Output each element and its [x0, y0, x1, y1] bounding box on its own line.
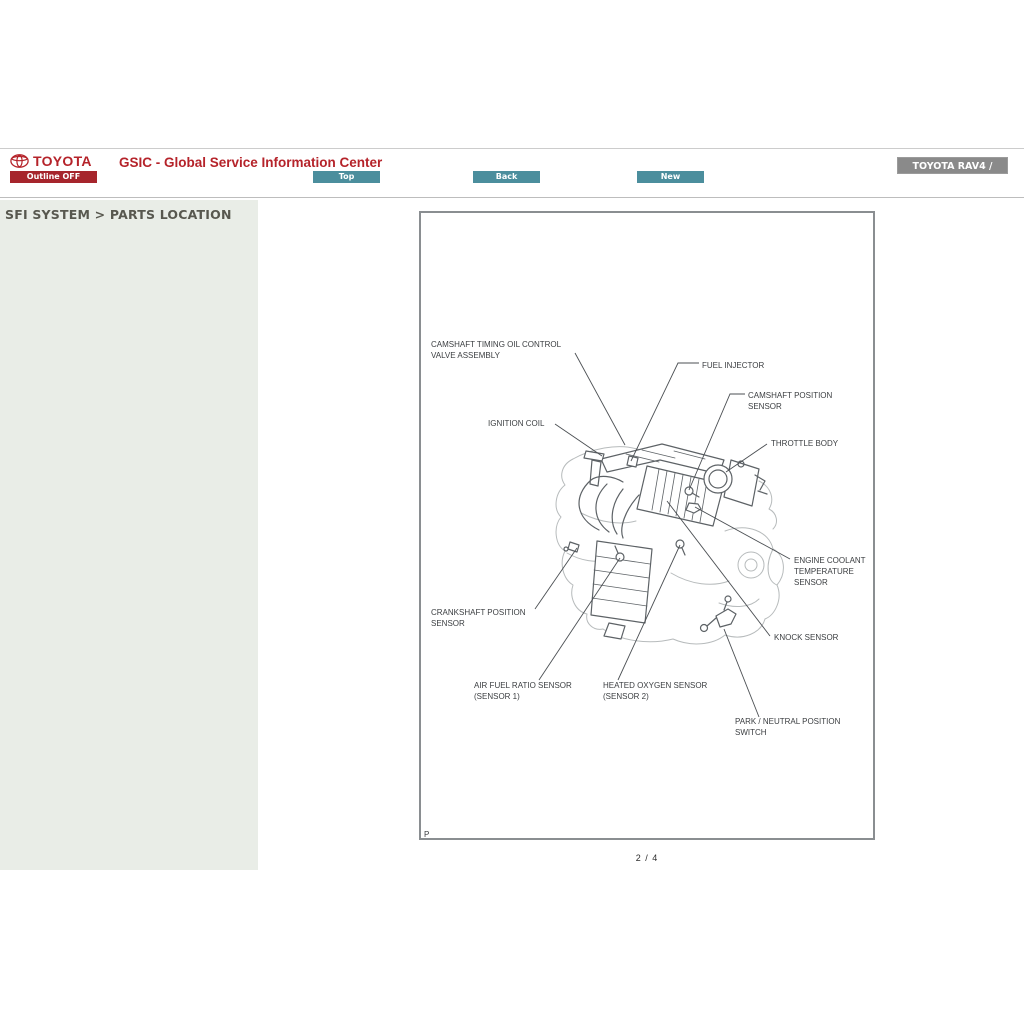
page-indicator: 2 / 4	[635, 853, 659, 863]
leader-line-ignition-coil	[555, 424, 602, 456]
back-button[interactable]: Back	[473, 171, 540, 183]
diagram-label-heated-oxygen-sensor: HEATED OXYGEN SENSOR (SENSOR 2)	[603, 681, 708, 701]
new-button[interactable]: New	[637, 171, 704, 183]
diagram-label-throttle-body: THROTTLE BODY	[771, 439, 839, 448]
top-button[interactable]: Top	[313, 171, 380, 183]
diagram-label-park-neutral-position-switch: PARK / NEUTRAL POSITION SWITCH	[735, 717, 841, 737]
diagram-label-crankshaft-position-sensor: CRANKSHAFT POSITION SENSOR	[431, 608, 526, 628]
diagram-label-camshaft-timing-oil-control-valve-assembly: CAMSHAFT TIMING OIL CONTROL VALVE ASSEMBLY	[431, 340, 562, 360]
outline-toggle-button[interactable]: Outline OFF	[10, 171, 97, 183]
leader-line-air-fuel-ratio-sensor	[539, 558, 620, 680]
leader-line-camshaft-timing-oil-control-valve-assembly	[575, 353, 625, 445]
breadcrumb: SFI SYSTEM > PARTS LOCATION	[5, 207, 232, 222]
diagram-label-knock-sensor: KNOCK SENSOR	[774, 633, 839, 642]
leader-line-park-neutral-position-switch	[724, 629, 759, 717]
diagram-label-corner-mark: P	[424, 830, 430, 838]
diagram-label-air-fuel-ratio-sensor: AIR FUEL RATIO SENSOR (SENSOR 1)	[474, 681, 572, 701]
engine-illustration	[556, 444, 783, 644]
app-title: GSIC - Global Service Information Center	[119, 155, 383, 170]
toyota-brand-text: TOYOTA	[33, 153, 92, 169]
diagram-label-engine-coolant-temperature-sensor: ENGINE COOLANT TEMPERATURE SENSOR	[794, 556, 866, 587]
diagram-label-fuel-injector: FUEL INJECTOR	[702, 361, 765, 370]
sidebar-panel	[0, 200, 258, 870]
diagram-label-ignition-coil: IGNITION COIL	[488, 419, 545, 428]
parts-location-diagram	[419, 211, 875, 840]
leader-line-crankshaft-position-sensor	[535, 548, 577, 609]
diagram-label-camshaft-position-sensor: CAMSHAFT POSITION SENSOR	[748, 391, 833, 411]
leader-line-engine-coolant-temperature-sensor	[695, 507, 790, 559]
toyota-logo-icon	[10, 154, 29, 168]
header-bar	[0, 148, 1024, 198]
vehicle-badge[interactable]: TOYOTA RAV4 /	[897, 157, 1008, 174]
toyota-brand	[10, 153, 92, 169]
